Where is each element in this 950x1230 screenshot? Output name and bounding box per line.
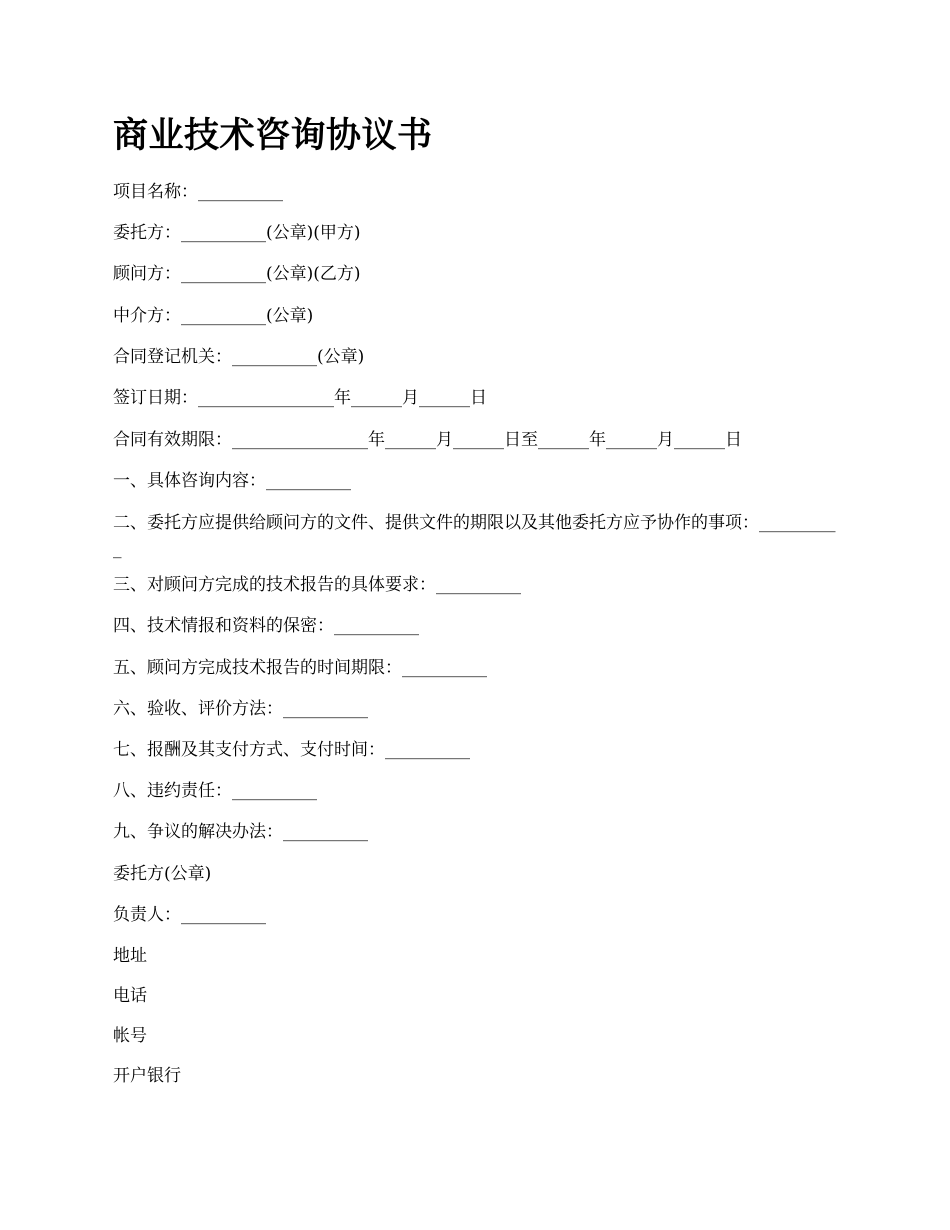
- field-intermediary: 中介方：__________(公章): [113, 306, 314, 326]
- signature-client-seal: 委托方(公章): [113, 864, 212, 884]
- clause-3-report-requirements: 三、对顾问方完成的技术报告的具体要求：__________: [113, 575, 521, 595]
- signature-bank: 开户银行: [113, 1066, 181, 1086]
- signature-responsible-person: 负责人：__________: [113, 905, 266, 925]
- clause-2-documents-and-cooperation: 二、委托方应提供给顾问方的文件、提供文件的期限以及其他委托方应予协作的事项：__________: [113, 513, 836, 559]
- field-project-name: 项目名称：__________: [113, 182, 283, 202]
- field-registration-authority: 合同登记机关：__________(公章): [113, 347, 365, 367]
- document-title: 商业技术咨询协议书: [113, 115, 433, 156]
- signature-account-number: 帐号: [113, 1026, 147, 1046]
- clause-5-report-deadline: 五、顾问方完成技术报告的时间期限：__________: [113, 658, 487, 678]
- clause-7-remuneration: 七、报酬及其支付方式、支付时间：__________: [113, 740, 470, 760]
- signature-address: 地址: [113, 946, 147, 966]
- field-signing-date: 签订日期：________________年______月______日: [113, 388, 487, 408]
- clause-9-dispute-resolution: 九、争议的解决办法：__________: [113, 822, 368, 842]
- clause-8-liability: 八、违约责任：__________: [113, 781, 317, 801]
- field-client: 委托方：__________(公章)(甲方): [113, 223, 361, 243]
- field-consultant: 顾问方：__________(公章)(乙方): [113, 264, 361, 284]
- signature-phone: 电话: [113, 986, 147, 1006]
- clause-6-acceptance-method: 六、验收、评价方法：__________: [113, 699, 368, 719]
- clause-1-consulting-content: 一、具体咨询内容：__________: [113, 471, 351, 491]
- field-validity-period: 合同有效期限：________________年______月______日至______年______月______日: [113, 430, 742, 450]
- clause-4-confidentiality: 四、技术情报和资料的保密：__________: [113, 616, 419, 636]
